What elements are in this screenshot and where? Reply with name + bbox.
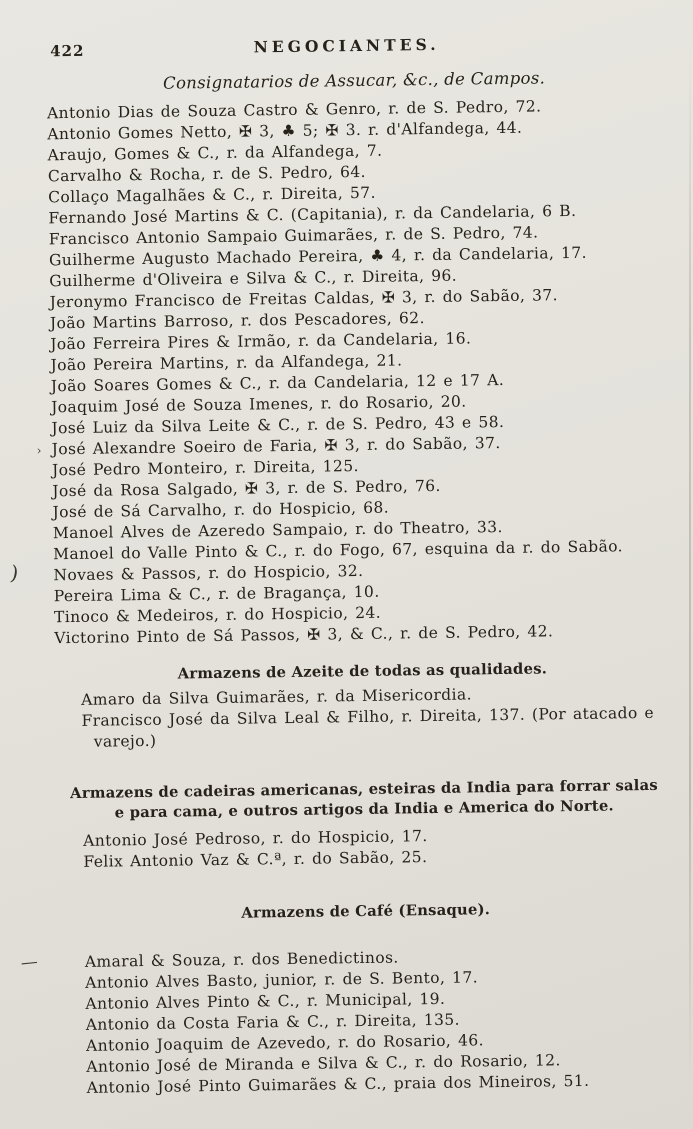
entry-text: José Alexandre Soeiro de Faria, ✠ 3, r. do Sabão, 37. <box>51 434 501 459</box>
entry-text: Jeronymo Francisco de Freitas Caldas, ✠ 3, r. do Sabão, 37. <box>49 286 559 312</box>
entry-text: Antonio da Costa Faria & C., r. Direita, 135. <box>85 1010 461 1034</box>
entry-text: Antonio Dias de Souza Castro & Genro, r. de S. Pedro, 72. <box>46 97 542 123</box>
entry-text: Manoel Alves de Azeredo Sampaio, r. do Theatro, 33. <box>52 518 503 543</box>
entry-text: João Ferreira Pires & Irmão, r. da Candelaria, 16. <box>50 329 472 354</box>
entry-text: Amaral & Souza, r. dos Benedictinos. <box>84 948 399 971</box>
entry-text: Joaquim José de Souza Imenes, r. do Rosario, 20. <box>51 392 467 417</box>
entry-text: Felix Antonio Vaz & C.ª, r. do Sabão, 25. <box>83 848 428 871</box>
entry-text: Antonio Gomes Netto, ✠ 3, ♣ 5; ✠ 3. r. d'Alfandega, 44. <box>47 118 523 144</box>
entry-text: Amaro da Silva Guimarães, r. da Misericordia. <box>81 685 472 709</box>
section-title: Armazens de Café (Ensaque). <box>241 901 491 922</box>
margin-mark: › <box>36 443 43 458</box>
entry-text: Araujo, Gomes & C., r. da Alfandega, 7. <box>47 141 383 165</box>
scan-edge-shadow <box>689 0 691 1129</box>
entry-text: Francisco José da Silva Leal & Filho, r. Direita, 137. (Por atacado e varejo.) <box>81 703 655 751</box>
running-title: NEGOCIANTES. <box>253 34 440 57</box>
section-title: Armazens de cadeiras americanas, esteiras da India para forrar salas e para cama, e outros artigos da India e America do Norte. <box>69 776 658 822</box>
entry-text: Francisco Antonio Sampaio Guimarães, r. de S. Pedro, 74. <box>48 223 539 249</box>
entry-text: Carvalho & Rocha, r. de S. Pedro, 64. <box>47 162 367 186</box>
entry-text: Manoel do Valle Pinto & C., r. do Fogo, 67, esquina da r. do Sabão. <box>53 537 624 564</box>
entry-text: Antonio Alves Pinto & C., r. Municipal, 19. <box>85 989 446 1013</box>
entry-text: João Martins Barroso, r. dos Pescadores, 62. <box>49 309 425 333</box>
entry-text: Guilherme d'Oliveira e Silva & C., r. Direita, 96. <box>49 266 458 291</box>
entry-text: João Soares Gomes & C., r. da Candelaria, 12 e 17 A. <box>50 370 505 396</box>
entry-text: Antonio Joaquim de Azevedo, r. do Rosario, 46. <box>85 1031 484 1055</box>
margin-mark: ) <box>8 560 21 586</box>
entry-text: Guilherme Augusto Machado Pereira, ♣ 4, r. da Candelaria, 17. <box>48 243 588 270</box>
entry-text: José da Rosa Salgado, ✠ 3, r. de S. Pedro, 76. <box>52 476 441 501</box>
entry-text: Antonio José Pedroso, r. do Hospicio, 17. <box>83 827 428 850</box>
margin-mark: — <box>19 951 40 974</box>
entry-text: José Pedro Monteiro, r. Direita, 125. <box>51 457 359 480</box>
page-number: 422 <box>50 41 85 61</box>
entry-text: Collaço Magalhães & C., r. Direita, 57. <box>48 183 376 207</box>
entry-text: Novaes & Passos, r. do Hospicio, 32. <box>53 561 364 585</box>
entry-text: Pereira Lima & C., r. de Bragança, 10. <box>53 582 380 606</box>
directory-section-3 <box>19 898 676 1100</box>
entry-text: Fernando José Martins & C. (Capitania), r. da Candelaria, 6 B. <box>48 201 577 228</box>
section-title: Armazens de Azeite de todas as qualidades. <box>177 660 548 683</box>
entry-text: Antonio José de Miranda e Silva & C., r. do Rosario, 12. <box>86 1051 561 1076</box>
entry-text: José de Sá Carvalho, r. do Hospicio, 68. <box>52 498 390 522</box>
entry-text: Antonio Alves Basto, junior, r. de S. Bento, 17. <box>85 968 479 992</box>
directory-section-0 <box>8 67 669 650</box>
entry-text: Victorino Pinto de Sá Passos, ✠ 3, & C., r. de S. Pedro, 42. <box>54 622 554 648</box>
page-content <box>0 66 693 1100</box>
entry-text: José Luiz da Silva Leite & C., r. de S. Pedro, 43 e 58. <box>51 412 505 438</box>
entry-text: Tinoco & Medeiros, r. do Hospicio, 24. <box>53 603 382 627</box>
section-title: Consignatarios de Assucar, &c., de Campos. <box>162 68 546 93</box>
directory-section-2 <box>56 776 672 874</box>
entry-text: Antonio José Pinto Guimarães & C., praia dos Mineiros, 51. <box>86 1071 590 1097</box>
entry-text: João Pereira Martins, r. da Alfandega, 21. <box>50 351 403 375</box>
page-header <box>0 31 693 63</box>
directory-entry <box>81 703 671 753</box>
directory-section-1 <box>55 658 671 754</box>
